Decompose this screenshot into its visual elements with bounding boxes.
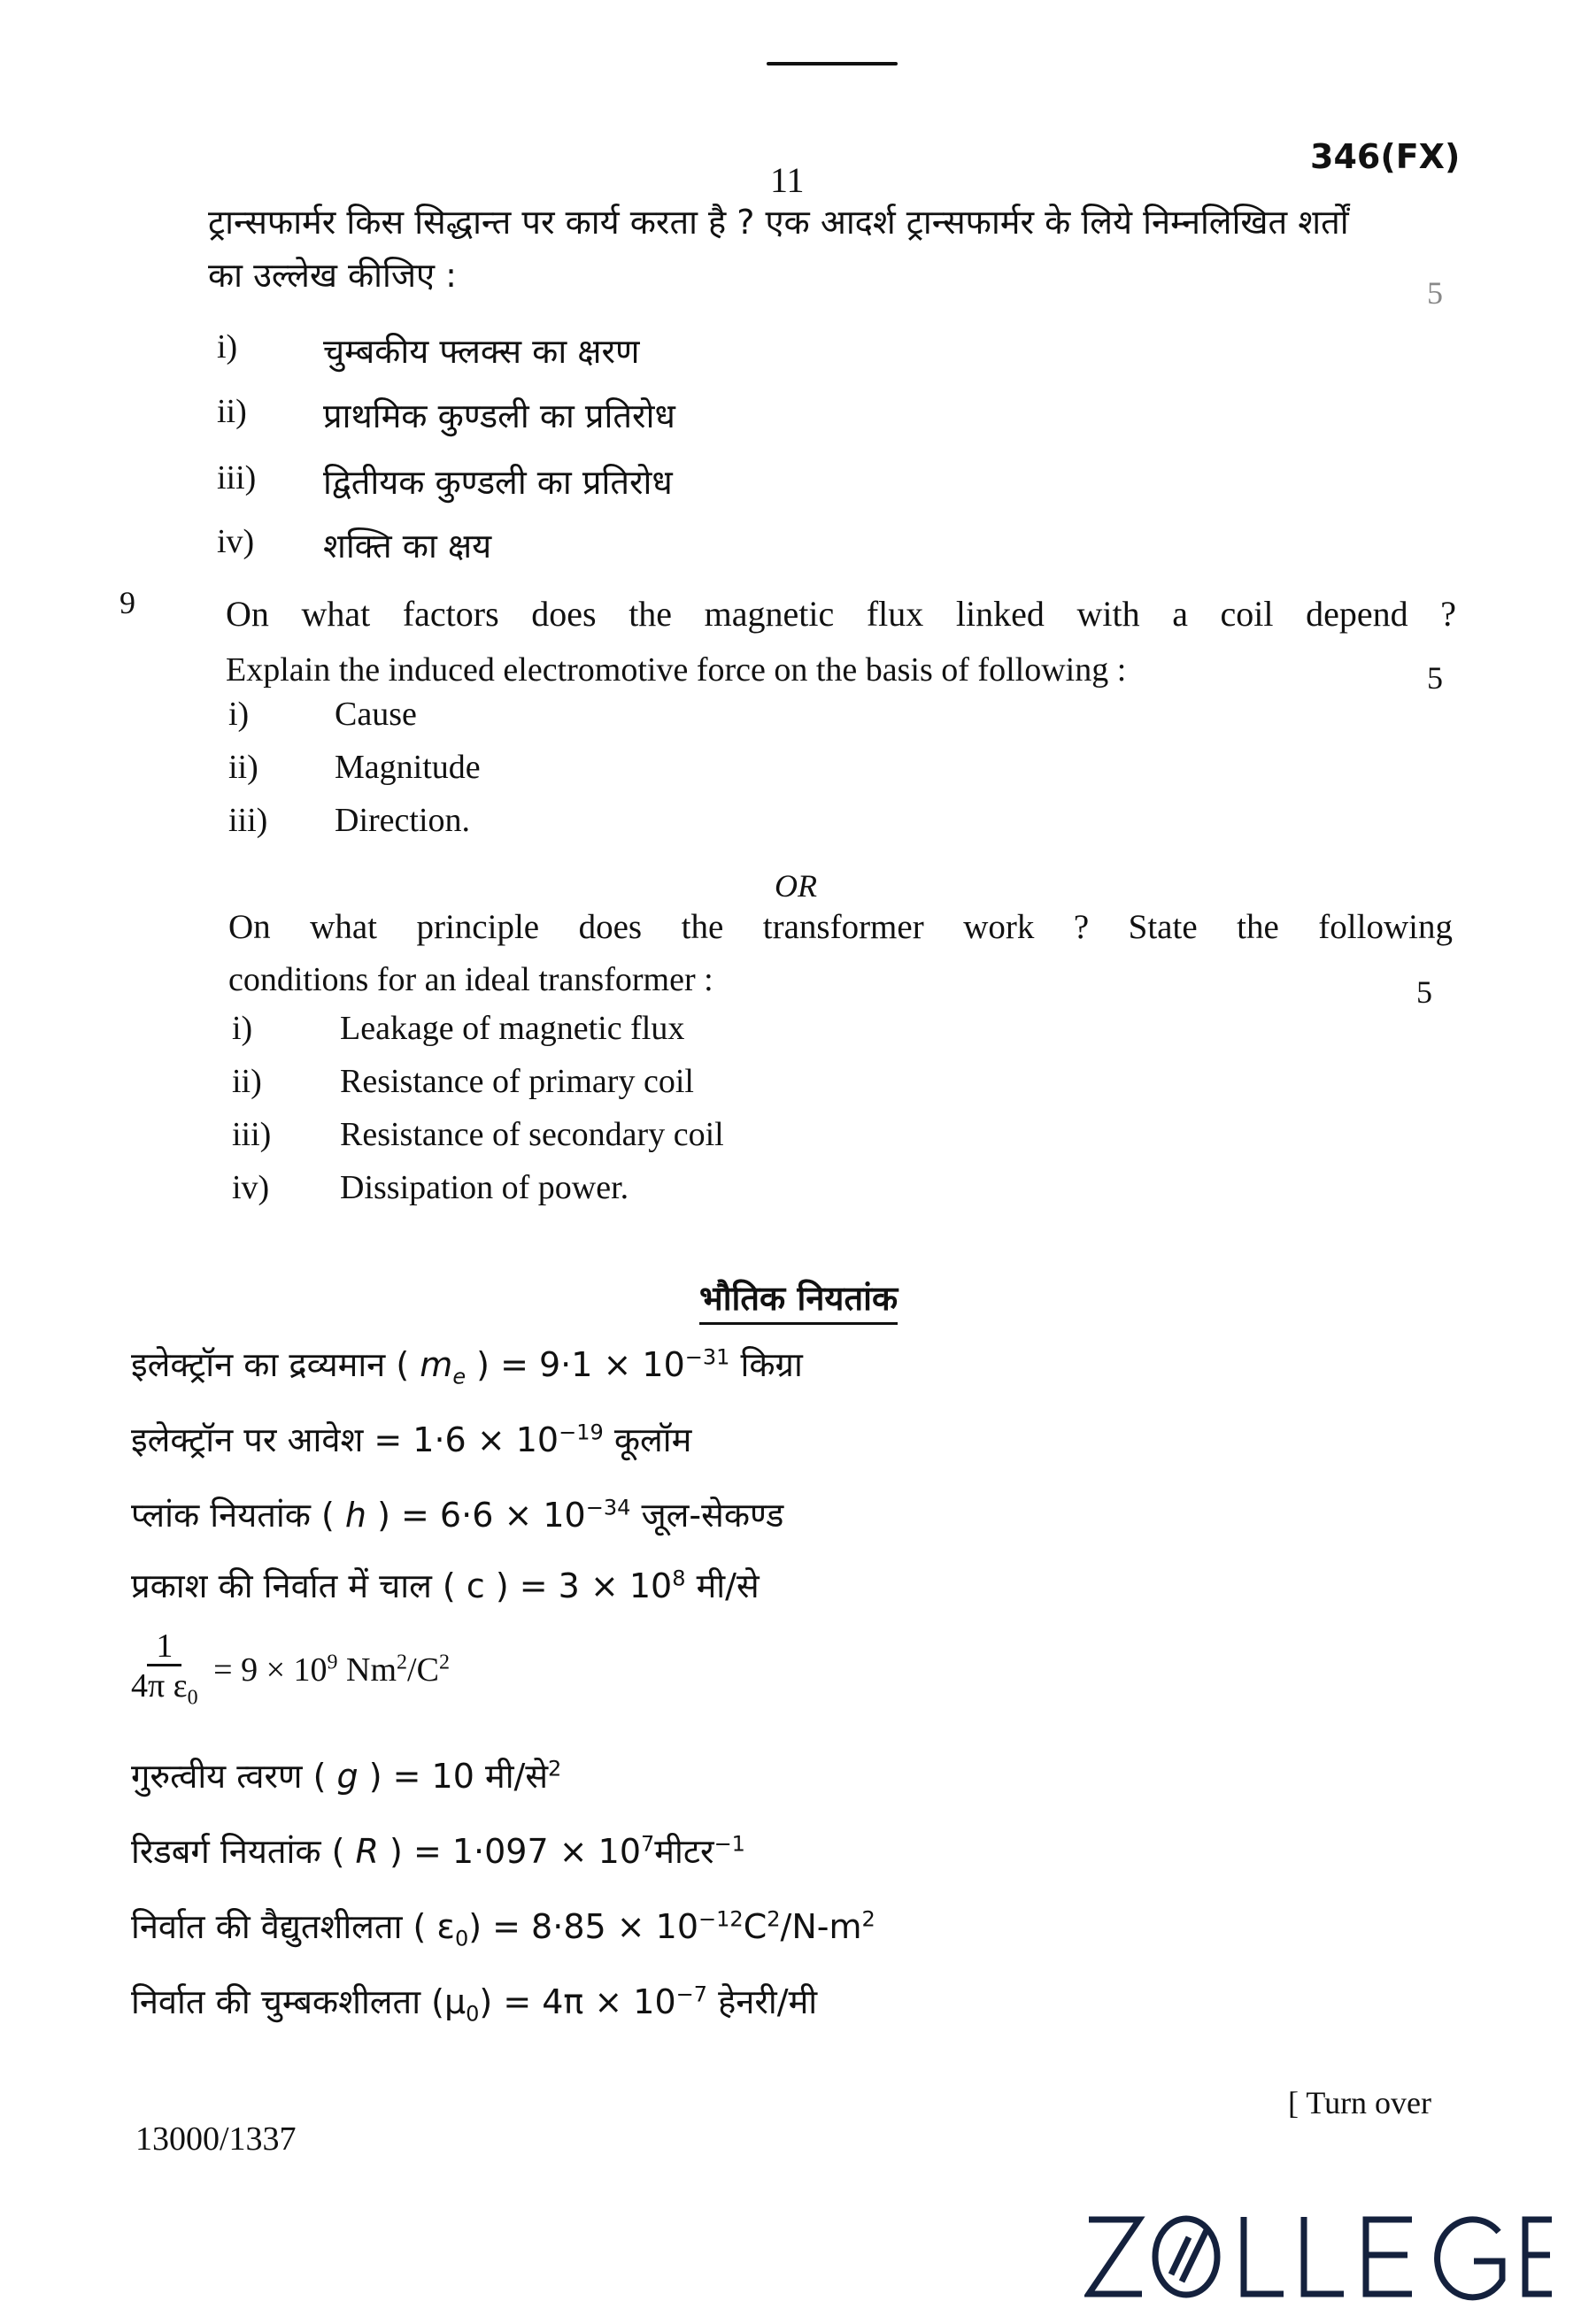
unit-exponent: 2 bbox=[438, 1651, 450, 1674]
constant-label: इलेक्ट्रॉन पर आवेश = 1·6 × 10 bbox=[131, 1420, 559, 1459]
constant-label: रिडबर्ग नियतांक ( bbox=[131, 1832, 345, 1871]
question-number: 9 bbox=[120, 585, 135, 620]
zollege-logo bbox=[1084, 2212, 1554, 2305]
constant-label: इलेक्ट्रॉन का द्रव्यमान ( bbox=[131, 1345, 410, 1384]
constant-unit: किग्रा bbox=[729, 1345, 803, 1384]
item-text: चुम्बकीय फ्लक्स का क्षरण bbox=[323, 332, 640, 371]
constant-label: निर्वात की वैद्युतशीलता ( ε bbox=[131, 1907, 455, 1946]
fraction bbox=[131, 1628, 198, 1718]
item-number: ii) bbox=[228, 749, 258, 786]
item-text: Magnitude bbox=[335, 749, 481, 786]
question9-line2: Explain the induced electromotive force on the basis of following : bbox=[226, 651, 1127, 689]
word: does bbox=[578, 908, 643, 946]
item-number: i) bbox=[217, 328, 238, 366]
or-question-line2: conditions for an ideal transformer : bbox=[228, 961, 713, 998]
fraction-numerator: 1 bbox=[147, 1628, 181, 1666]
hindi-question-marks: 5 bbox=[1427, 275, 1443, 311]
constant-unit: जूल-सेकण्ड bbox=[630, 1496, 784, 1535]
page-number: 11 bbox=[770, 160, 805, 200]
constant-unit: कूलॉम bbox=[603, 1420, 692, 1459]
or-label: OR bbox=[775, 868, 817, 904]
constant-label: प्लांक नियतांक ( bbox=[131, 1496, 335, 1535]
item-text: Direction. bbox=[335, 802, 471, 839]
word: transformer bbox=[762, 908, 924, 946]
word: linked bbox=[955, 594, 1045, 634]
constant-light-speed bbox=[131, 1562, 760, 1608]
constant-permittivity bbox=[131, 1903, 875, 1951]
item-text: प्राथमिक कुण्डली का प्रतिरोध bbox=[323, 396, 675, 435]
item-number: iii) bbox=[217, 459, 257, 496]
constant-planck bbox=[131, 1491, 783, 1537]
item-text: Leakage of magnetic flux bbox=[340, 1010, 685, 1047]
constant-permeability bbox=[131, 1978, 817, 2027]
item-text: Dissipation of power. bbox=[340, 1169, 629, 1206]
item-number: ii) bbox=[232, 1063, 262, 1100]
constant-subscript: 0 bbox=[454, 1926, 469, 1951]
constant-value: ) = 10 मी/से bbox=[368, 1757, 549, 1796]
constant-unit: /C bbox=[407, 1651, 439, 1689]
constant-label: प्रकाश की निर्वात में चाल ( bbox=[131, 1566, 456, 1605]
constant-electron-mass bbox=[131, 1341, 803, 1389]
constant-subscript: 0 bbox=[466, 2001, 480, 2027]
word: depend bbox=[1306, 594, 1408, 634]
word: the bbox=[629, 594, 673, 634]
unit-exponent: −1 bbox=[713, 1831, 745, 1857]
constant-symbol: h bbox=[344, 1496, 367, 1535]
question9-line1 bbox=[226, 593, 1456, 635]
item-number: iv) bbox=[232, 1169, 270, 1206]
constant-value: ) = 8·85 × 10 bbox=[468, 1907, 699, 1946]
constant-value: ) = 3 × 10 bbox=[495, 1566, 673, 1605]
word: a bbox=[1172, 594, 1188, 634]
footer-code: 13000/1337 bbox=[135, 2120, 297, 2158]
constant-value: ) = 4π × 10 bbox=[479, 1982, 676, 2021]
fraction-denominator bbox=[131, 1666, 198, 1718]
item-number: iii) bbox=[232, 1116, 272, 1153]
word: On bbox=[226, 594, 269, 634]
word: State bbox=[1128, 908, 1198, 946]
constants-title: भौतिक नियतांक bbox=[699, 1274, 898, 1325]
constant-label: निर्वात की चुम्बकशीलता (μ bbox=[131, 1982, 467, 2021]
constant-symbol: c bbox=[466, 1566, 485, 1605]
top-rule bbox=[767, 62, 898, 65]
word: the bbox=[1237, 908, 1279, 946]
word: ? bbox=[1073, 908, 1090, 946]
or-question-line1 bbox=[228, 907, 1453, 947]
turn-over-label: [ Turn over bbox=[1288, 2085, 1432, 2120]
item-number: iv) bbox=[217, 523, 255, 560]
constant-exponent: −34 bbox=[585, 1495, 631, 1520]
word: On bbox=[228, 908, 271, 946]
constant-unit: C bbox=[743, 1907, 767, 1946]
item-number: ii) bbox=[217, 393, 247, 430]
item-number: iii) bbox=[228, 802, 268, 839]
item-text: Resistance of secondary coil bbox=[340, 1116, 724, 1153]
constant-exponent: 9 bbox=[327, 1651, 338, 1674]
paper-code: 346(FX) bbox=[1310, 137, 1461, 176]
constant-label: गुरुत्वीय त्वरण ( bbox=[131, 1757, 327, 1796]
unit-exponent: 2 bbox=[861, 1906, 875, 1932]
word: what bbox=[301, 594, 371, 634]
or-question-marks: 5 bbox=[1416, 974, 1432, 1010]
constant-exponent: 2 bbox=[548, 1756, 562, 1781]
question9-marks: 5 bbox=[1427, 660, 1443, 696]
constant-value: ) = 1·097 × 10 bbox=[389, 1832, 642, 1871]
constant-unit: /N-m bbox=[780, 1907, 862, 1946]
constant-exponent: 8 bbox=[672, 1566, 686, 1591]
constant-rydberg bbox=[131, 1828, 745, 1874]
word: does bbox=[531, 594, 597, 634]
constant-exponent: −31 bbox=[684, 1344, 730, 1370]
item-text: Resistance of primary coil bbox=[340, 1063, 694, 1100]
word: factors bbox=[402, 594, 499, 634]
word: what bbox=[310, 908, 377, 946]
word: coil bbox=[1220, 594, 1274, 634]
item-number: i) bbox=[232, 1010, 253, 1047]
constant-symbol: R bbox=[355, 1832, 379, 1871]
constant-unit: मी/से bbox=[685, 1566, 760, 1605]
constant-electron-charge bbox=[131, 1416, 691, 1462]
word: ? bbox=[1440, 594, 1456, 634]
zollege-logo-icon bbox=[1084, 2212, 1554, 2301]
constant-value: = 9 × 10 bbox=[213, 1651, 328, 1689]
unit-exponent: 2 bbox=[767, 1906, 781, 1932]
constant-subscript: e bbox=[452, 1364, 467, 1389]
hindi-question-line2: का उल्लेख कीजिए : bbox=[208, 256, 457, 295]
unit-exponent: 2 bbox=[397, 1651, 408, 1674]
constant-symbol: m bbox=[420, 1345, 453, 1384]
constant-exponent: −7 bbox=[675, 1982, 708, 2007]
word: the bbox=[681, 908, 724, 946]
constant-unit: Nm bbox=[337, 1651, 397, 1689]
word: following bbox=[1318, 908, 1453, 946]
constant-value: ) = 9·1 × 10 bbox=[476, 1345, 685, 1384]
word: with bbox=[1076, 594, 1140, 634]
constant-value: ) = 6·6 × 10 bbox=[377, 1496, 586, 1535]
hindi-question-line1: ट्रान्सफार्मर किस सिद्धान्त पर कार्य करता है ? एक आदर्श ट्रान्सफार्मर के लिये निम्नलिखित शर्तों bbox=[208, 203, 1349, 242]
item-text: द्वितीयक कुण्डली का प्रतिरोध bbox=[323, 463, 673, 502]
item-text: Cause bbox=[335, 696, 417, 733]
constant-gravity bbox=[131, 1752, 561, 1798]
constant-unit: मीटर bbox=[654, 1832, 714, 1871]
denominator-subscript: 0 bbox=[187, 1686, 198, 1710]
item-number: i) bbox=[228, 696, 250, 733]
constant-exponent: −19 bbox=[559, 1420, 604, 1445]
constant-exponent: 7 bbox=[641, 1831, 655, 1857]
constant-coulomb bbox=[131, 1628, 450, 1718]
word: magnetic bbox=[704, 594, 835, 634]
constant-symbol: g bbox=[336, 1757, 359, 1796]
word: flux bbox=[866, 594, 924, 634]
denominator-text: 4π ε bbox=[131, 1667, 188, 1705]
constant-unit: हेनरी/मी bbox=[707, 1982, 818, 2021]
word: work bbox=[963, 908, 1035, 946]
word: principle bbox=[416, 908, 540, 946]
item-text: शक्ति का क्षय bbox=[323, 527, 492, 566]
constant-exponent: −12 bbox=[698, 1906, 744, 1932]
